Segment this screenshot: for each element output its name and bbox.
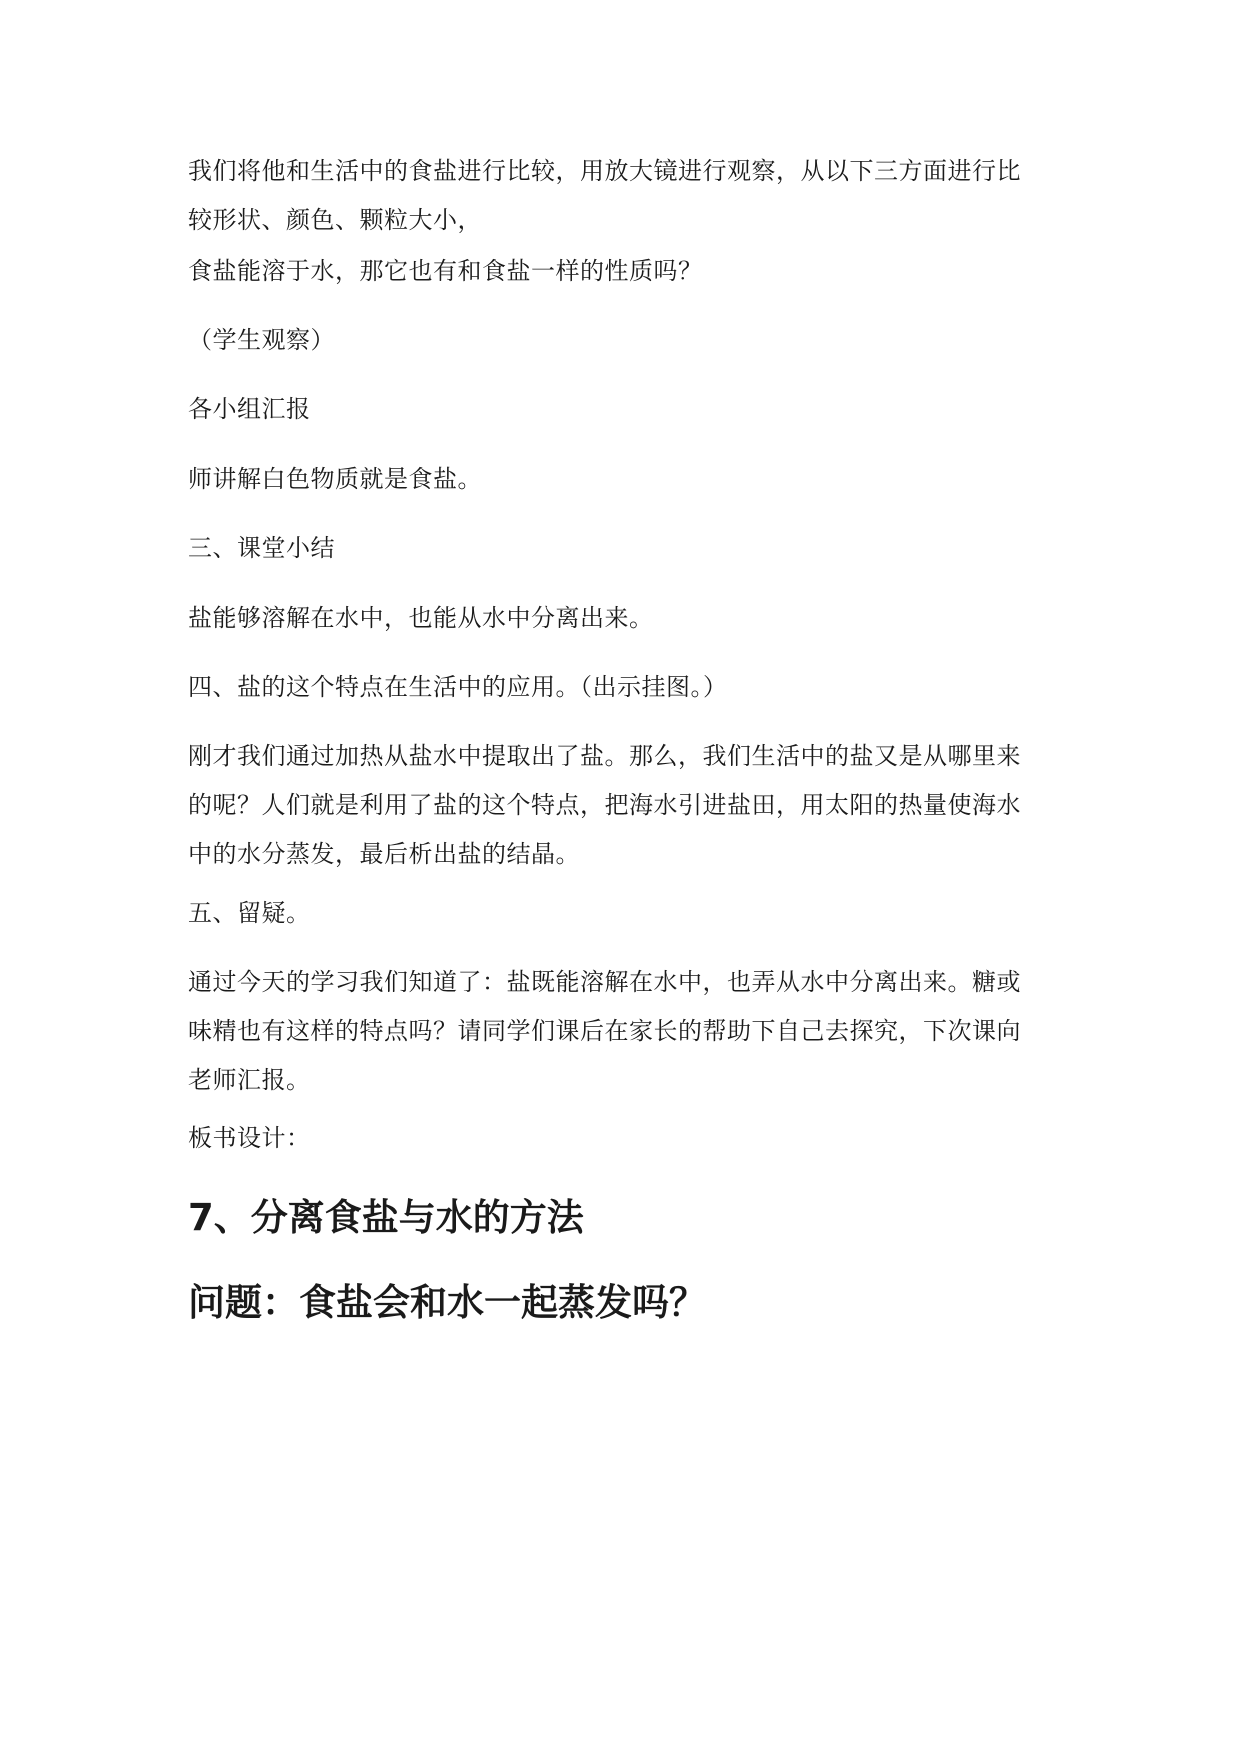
text-line: 食盐能溶于水，那它也有和食盐一样的性质吗？ <box>188 257 703 285</box>
text-line: 老师汇报。 <box>188 1066 311 1094</box>
paragraph-board-design-label <box>188 1114 1048 1163</box>
text-line: 较形状、颜色、颗粒大小， <box>188 206 482 234</box>
text-line: （学生观察） <box>188 326 335 354</box>
paragraph-dissolve-question <box>188 247 1048 296</box>
paragraph-comparison <box>188 147 1048 245</box>
paragraph-student-observe <box>188 316 1048 365</box>
paragraph-teacher-explain <box>188 455 1048 504</box>
text-line: 板书设计： <box>188 1124 311 1152</box>
paragraph-homework <box>188 958 1048 1105</box>
text-line: 中的水分蒸发，最后析出盐的结晶。 <box>188 840 580 868</box>
paragraph-group-report <box>188 385 1048 434</box>
text-line: 刚才我们通过加热从盐水中提取出了盐。那么，我们生活中的盐又是从哪里来 <box>188 742 1021 770</box>
text-line: 四、盐的这个特点在生活中的应用。（出示挂图。） <box>188 673 728 701</box>
section-heading-question <box>188 889 1048 938</box>
text-line: 五、留疑。 <box>188 899 311 927</box>
text-line: 师讲解白色物质就是食盐。 <box>188 465 482 493</box>
text-line: 我们将他和生活中的食盐进行比较，用放大镜进行观察，从以下三方面进行比 <box>188 157 1021 185</box>
section-heading-summary <box>188 524 1048 573</box>
text-line: 通过今天的学习我们知道了：盐既能溶解在水中，也弄从水中分离出来。糖或 <box>188 968 1021 996</box>
section-heading-application <box>188 663 1048 712</box>
text-line: 味精也有这样的特点吗？请同学们课后在家长的帮助下自己去探究，下次课向 <box>188 1017 1021 1045</box>
text-line: 的呢？人们就是利用了盐的这个特点，把海水引进盐田，用太阳的热量使海水 <box>188 791 1021 819</box>
text-line: 盐能够溶解在水中，也能从水中分离出来。 <box>188 604 654 632</box>
text-line: 各小组汇报 <box>188 395 311 423</box>
board-question: 问题：食盐会和水一起蒸发吗？ <box>188 1281 706 1324</box>
paragraph-sea-salt <box>188 732 1048 879</box>
paragraph-summary <box>188 594 1048 643</box>
board-title: 7、分离食盐与水的方法 <box>188 1196 584 1239</box>
text-line: 三、课堂小结 <box>188 534 335 562</box>
